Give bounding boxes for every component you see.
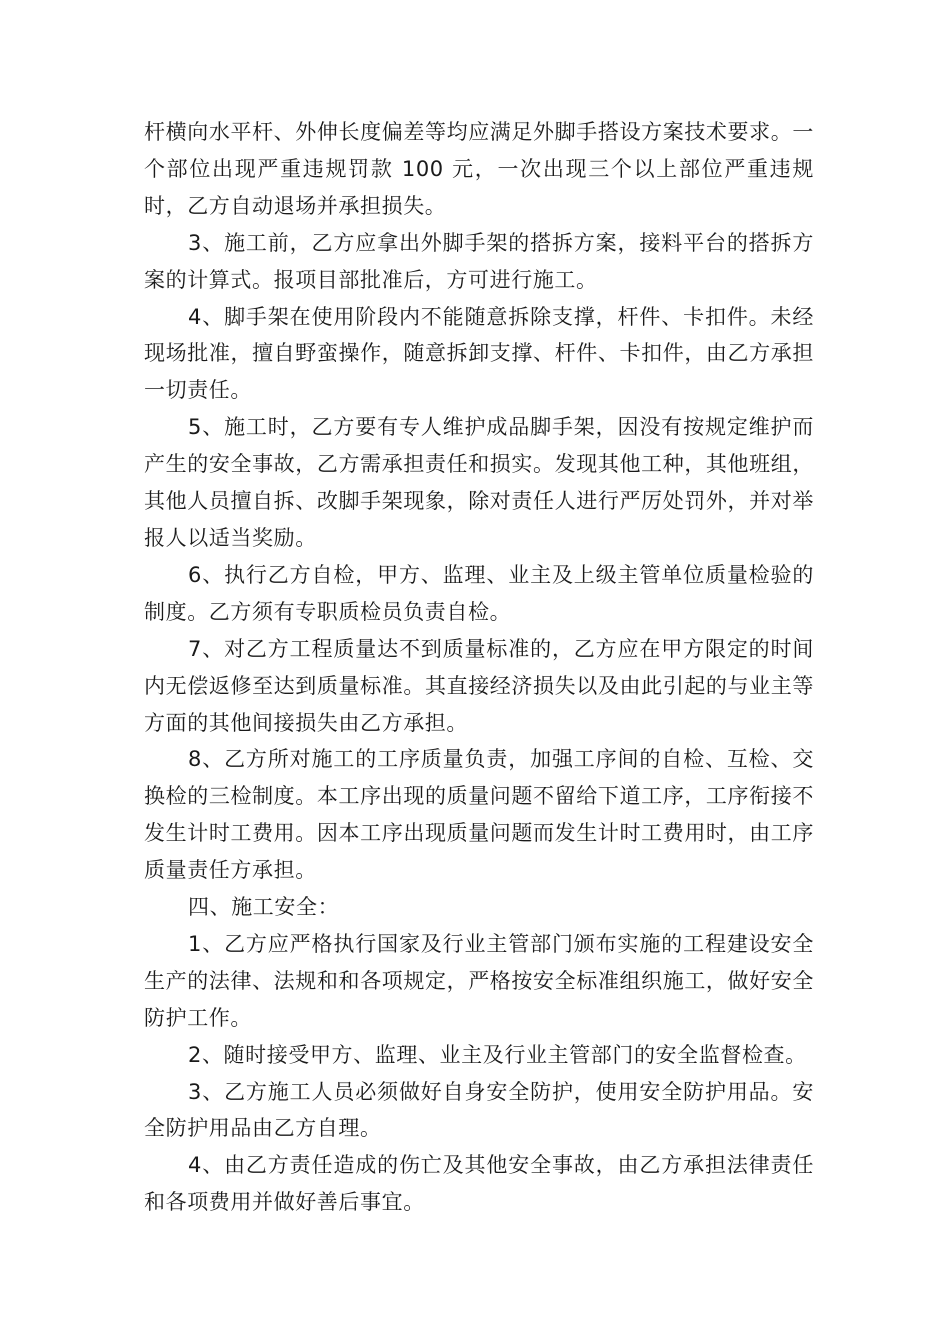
paragraph-7: 8、乙方所对施工的工序质量负责，加强工序间的自检、互检、交换检的三检制度。本工序出现的质量问题不留给下道工序，工序衔接不发生计时工费用。因本工序出现质量问题而发生计时工费用时，由工序质量责任方承担。 — [144, 747, 814, 883]
paragraph-10: 2、随时接受甲方、监理、业主及行业主管部门的安全监督检查。 — [188, 1042, 807, 1067]
paragraph-4: 5、施工时，乙方要有专人维护成品脚手架，因没有按规定维护而产生的安全事故，乙方需承担责任和损实。发现其他工种，其他班组，其他人员擅自拆、改脚手架现象，除对责任人进行严厉处罚外，并对举报人以适当奖励。 — [144, 415, 814, 550]
paragraph-5: 6、执行乙方自检，甲方、监理、业主及上级主管单位质量检验的制度。乙方须有专职质检员负责自检。 — [144, 562, 814, 624]
paragraph-1: 杆横向水平杆、外伸长度偏差等均应满足外脚手搭设方案技术要求。一个部位出现严重违规罚款 100 元，一次出现三个以上部位严重违规时，乙方自动退场并承担损失。 — [144, 120, 814, 218]
paragraph-11: 3、乙方施工人员必须做好自身安全防护，使用安全防护用品。安全防护用品由乙方自理。 — [144, 1079, 814, 1141]
paragraph-2: 3、施工前，乙方应拿出外脚手架的搭拆方案，接料平台的搭拆方案的计算式。报项目部批准后，方可进行施工。 — [144, 230, 814, 292]
paragraph-9: 1、乙方应严格执行国家及行业主管部门颁布实施的工程建设安全生产的法律、法规和和各项规定，严格按安全标准组织施工，做好安全防护工作。 — [144, 931, 814, 1030]
paragraph-12: 4、由乙方责任造成的伤亡及其他安全事故，由乙方承担法律责任和各项费用并做好善后事宜。 — [144, 1153, 814, 1215]
paragraph-6: 7、对乙方工程质量达不到质量标准的，乙方应在甲方限定的时间内无偿返修至达到质量标准。其直接经济损失以及由此引起的与业主等方面的其他间接损失由乙方承担。 — [144, 636, 814, 735]
paragraph-3: 4、脚手架在使用阶段内不能随意拆除支撑，杆件、卡扣件。未经现场批准，擅自野蛮操作，随意拆卸支撑、杆件、卡扣件，由乙方承担一切责任。 — [144, 304, 814, 403]
section-heading-construction-safety: 四、施工安全： — [188, 895, 340, 920]
document-body — [144, 114, 814, 1221]
